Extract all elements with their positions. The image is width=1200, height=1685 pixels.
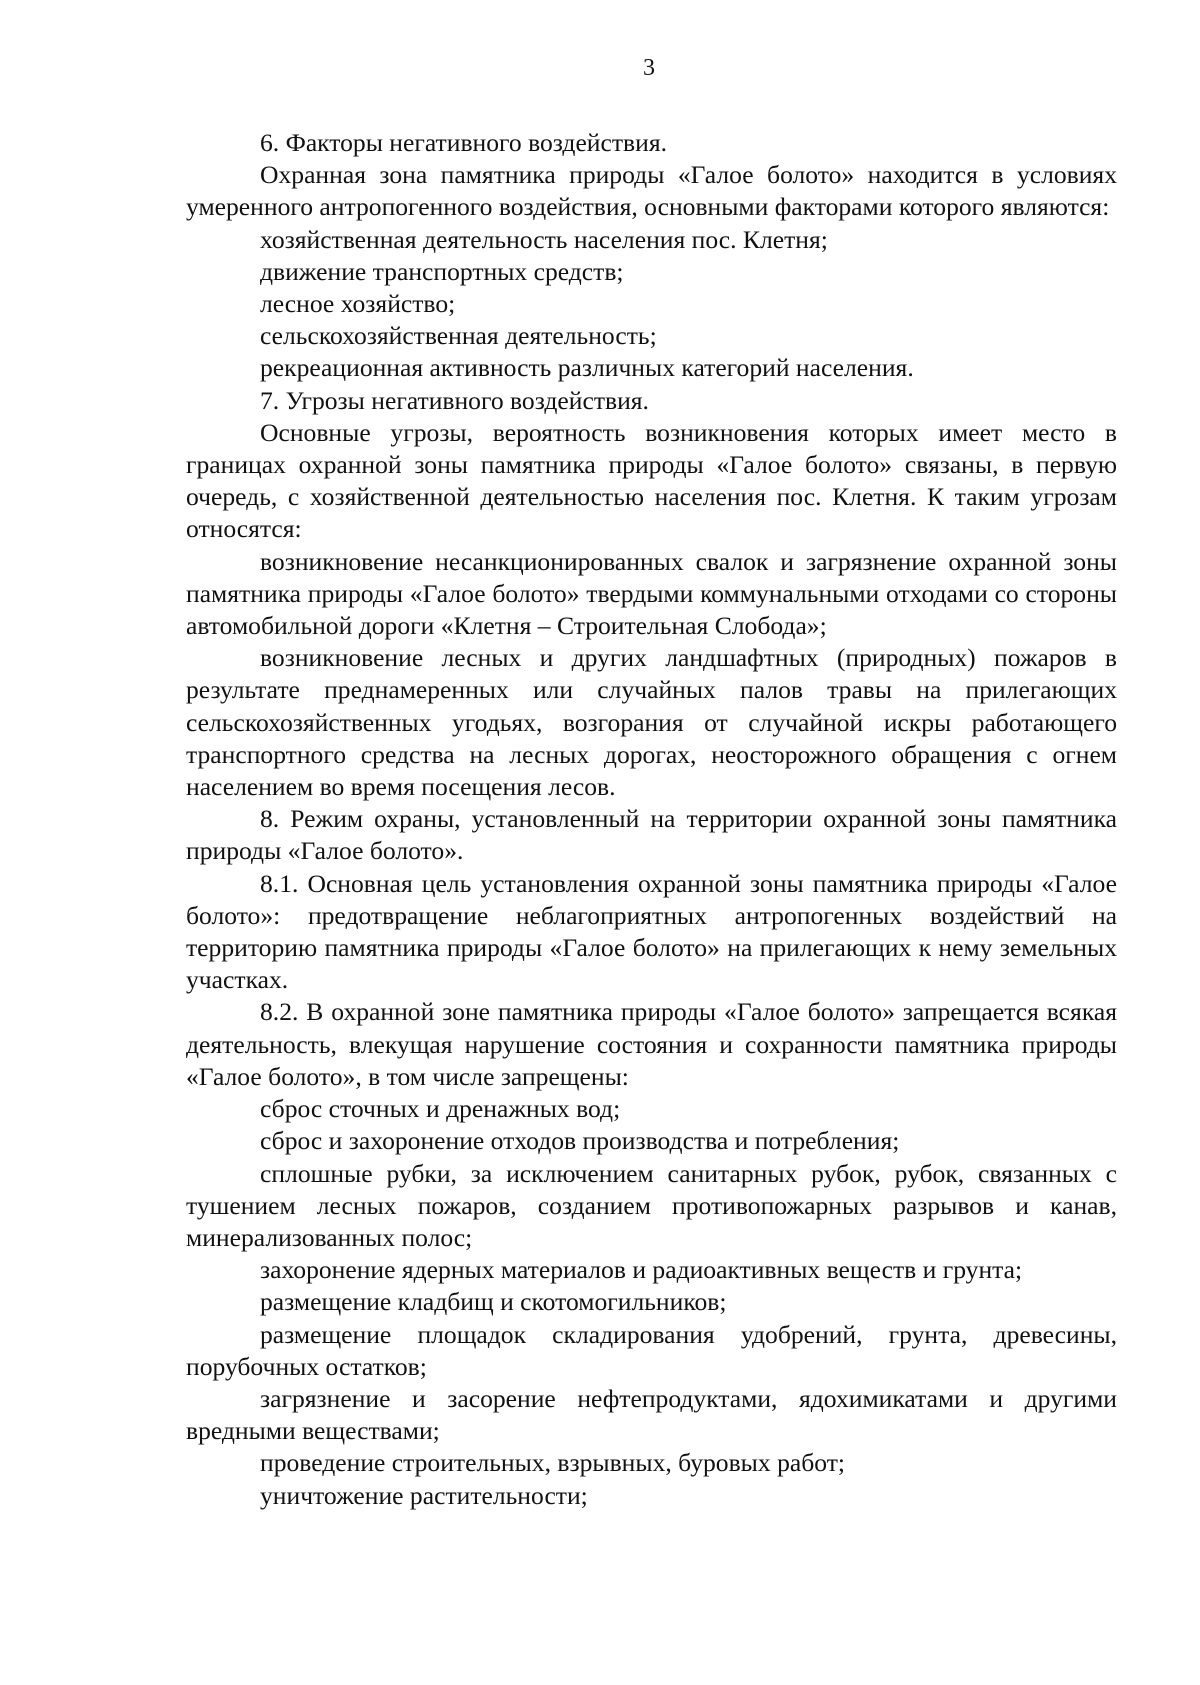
list-item: уничтожение растительности; [260, 1480, 588, 1510]
list-item: сброс сточных и дренажных вод; [260, 1094, 621, 1124]
list-item: хозяйственная деятельность населения пос. Клетня; [260, 224, 828, 254]
list-item: движение транспортных средств; [260, 256, 624, 286]
list-item: размещение кладбищ и скотомогильников; [260, 1287, 727, 1317]
list-item: сельскохозяйственная деятельность; [260, 321, 657, 351]
list-item: возникновение лесных и других ландшафтных (природных) пожаров в результате преднамеренных или случайных палов травы на прилегающих сельскохозяйственных угодьях, возгорания от случайной искры работающего транспортного средства на лесных дорогах, неосторожного обращения с огнем населением во время посещения лесов. [186, 643, 1117, 802]
list-item: лесное хозяйство; [260, 289, 456, 319]
paragraph-8-2: 8.2. В охранной зоне памятника природы «Галое болото» запрещается всякая деятельность, влекущая нарушение состояния и сохранности памятника природы «Галое болото», в том числе запрещены: [186, 997, 1117, 1091]
list-item: захоронение ядерных материалов и радиоактивных веществ и грунта; [260, 1255, 1023, 1285]
list-item: сплошные рубки, за исключением санитарных рубок, рубок, связанных с тушением лесных пожаров, созданием противопожарных разрывов и канав, минерализованных полос; [186, 1158, 1117, 1252]
list-item: сброс и захоронение отходов производства и потребления; [260, 1126, 900, 1156]
section-heading-7: 7. Угрозы негативного воздействия. [260, 385, 649, 415]
section-heading-8: 8. Режим охраны, установленный на территории охранной зоны памятника природы «Галое болото». [186, 804, 1117, 866]
list-item: возникновение несанкционированных свалок и загрязнение охранной зоны памятника природы «Галое болото» твердыми коммунальными отходами со стороны автомобильной дороги «Клетня – Строительная Слобода»; [186, 546, 1117, 641]
list-item: проведение строительных, взрывных, буровых работ; [260, 1448, 846, 1478]
list-item: размещение площадок складирования удобрений, грунта, древесины, порубочных остатков; [186, 1319, 1117, 1381]
list-item: рекреационная активность различных категорий населения. [260, 353, 914, 383]
paragraph: Охранная зона памятника природы «Галое болото» находится в условиях умеренного антропогенного воздействия, основными факторами которого являются: [186, 160, 1117, 222]
page-number: 3 [643, 55, 655, 81]
section-heading-6: 6. Факторы негативного воздействия. [260, 128, 667, 157]
paragraph: Основные угрозы, вероятность возникновения которых имеет место в границах охранной зоны памятника природы «Галое болото» связаны, в первую очередь, с хозяйственной деятельностью населения пос. Клетня. К таким угрозам относятся: [186, 417, 1117, 544]
paragraph-8-1: 8.1. Основная цель установления охранной зоны памятника природы «Галое болото»: предотвращение неблагоприятных антропогенных воздействий на территорию памятника природы «Галое болото» на прилегающих к нему земельных участках. [186, 868, 1117, 995]
document-body [186, 127, 1117, 1512]
list-item: загрязнение и засорение нефтепродуктами, ядохимикатами и другими вредными веществами; [186, 1383, 1117, 1446]
